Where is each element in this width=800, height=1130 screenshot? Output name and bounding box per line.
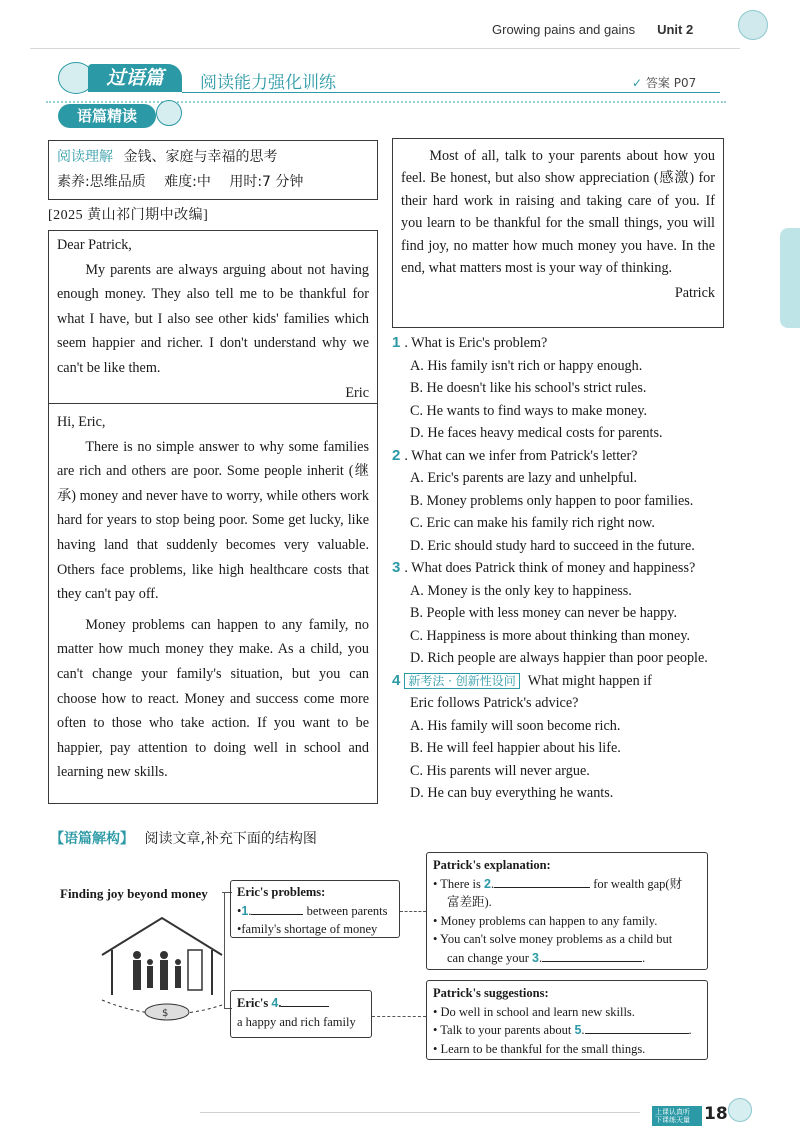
blank-5[interactable] xyxy=(585,1021,689,1034)
question-4-continued: Eric follows Patrick's advice? xyxy=(410,695,579,711)
footer-tag: 上课认真听 下课练天量 xyxy=(652,1106,702,1126)
problems-title: Eric's problems: xyxy=(237,885,326,899)
erics-problems-box xyxy=(230,880,400,938)
patricks-suggestions-box xyxy=(426,980,708,1060)
suggestions-title: Patrick's suggestions: xyxy=(433,986,549,1000)
connector xyxy=(224,892,225,1008)
reply-greeting: Hi, Eric, xyxy=(57,414,106,430)
questions-section xyxy=(392,332,732,805)
diagram-root: Finding joy beyond money xyxy=(60,886,208,901)
structure-label: 【语篇解构】 xyxy=(50,831,134,847)
title-underline xyxy=(182,92,720,93)
q1-option-b: B. He doesn't like his school's strict rules. xyxy=(410,380,647,396)
q2-option-c: C. Eric can make his family rich right now. xyxy=(410,515,655,531)
problems-bullet-2: •family's shortage of money xyxy=(237,922,378,936)
q1-option-a: A. His family isn't rich or happy enough. xyxy=(410,357,643,374)
problems-bullet-1: •1. between parents xyxy=(237,903,388,918)
question-1: 1 . What is Eric's problem? xyxy=(392,334,548,351)
q4-option-a: A. His family will soon become rich. xyxy=(410,717,621,734)
question-2: 2 . What can we infer from Patrick's letter? xyxy=(392,446,638,464)
info-line-2: 素养:思维品质 难度:中 用时:7 分钟 xyxy=(57,174,304,190)
suggestion-3: • Learn to be thankful for the small things. xyxy=(433,1041,646,1056)
q3-option-c: C. Happiness is more about thinking than money. xyxy=(410,627,691,644)
structure-instruction: 阅读文章,补充下面的结构图 xyxy=(144,831,317,847)
source-label: [2025 黄山祁门期中改编] xyxy=(48,208,209,223)
q4-option-d: D. He can buy everything he wants. xyxy=(410,785,614,801)
unit-topic: Growing pains and gains xyxy=(492,22,636,37)
info-line-1 xyxy=(57,145,369,170)
side-tab xyxy=(780,228,800,328)
q2-option-d: D. Eric should study hard to succeed in the future. xyxy=(410,537,695,554)
page-number: 18 xyxy=(704,1104,728,1124)
unit-number: Unit 2 xyxy=(657,22,694,37)
explanation-line-1: • There is 2. for wealth gap(财 xyxy=(433,876,683,891)
explanation-line-2: • Money problems can happen to any family. xyxy=(433,913,658,928)
running-header xyxy=(492,22,693,37)
blank-4[interactable] xyxy=(281,994,329,1007)
passage-info-box xyxy=(48,140,378,200)
check-icon: ✓ xyxy=(632,76,643,90)
info-topic: 金钱、家庭与幸福的思考 xyxy=(123,149,278,165)
explanation-line-3: • You can't solve money problems as a child but xyxy=(433,932,673,946)
question-3: 3 . What does Patrick think of money and happiness? xyxy=(392,559,696,576)
explanation-line-1b: 富差距). xyxy=(447,895,492,909)
letter-eric-box xyxy=(48,230,378,404)
letter-patrick-box-left xyxy=(48,404,378,804)
info-label: 阅读理解 xyxy=(57,149,113,165)
blank-1[interactable] xyxy=(251,902,303,915)
section-title: 过语篇 xyxy=(88,64,182,92)
dotted-separator xyxy=(46,101,726,103)
reading-tag: 语篇精读 xyxy=(58,104,156,128)
new-format-tag: 新考法 · 创新性设问 xyxy=(404,673,519,689)
letter-body: My parents are always arguing about not having enough money. They also tell me to be thankful for what I have, but I also see other kids' families which seem happier and richer. I don't understand why we can't be like them. xyxy=(57,261,369,376)
q1-option-d: D. He faces heavy medical costs for parents. xyxy=(410,425,663,441)
letter-greeting: Dear Patrick, xyxy=(57,237,132,253)
q3-option-a: A. Money is the only key to happiness. xyxy=(410,582,632,599)
footer-line xyxy=(200,1112,640,1113)
q4-option-c: C. His parents will never argue. xyxy=(410,762,590,779)
dashed-arrow xyxy=(400,911,426,912)
eric-goal-title: Eric's 4. xyxy=(237,994,365,1013)
reply-paragraph-1: There is no simple answer to why some families are rich and others are poor. Some people inherit (继承) money and never have to worry, while others work hard for years to stop being poor. Some get lucky, like having land that suddenly becomes very valuable. Others face problems, like high healthcare costs that they can't pay off. xyxy=(57,438,369,603)
q2-option-b: B. Money problems only happen to poor families. xyxy=(410,492,694,509)
go-mascot-icon xyxy=(156,100,182,126)
footer-mascot-icon xyxy=(728,1098,752,1122)
reply-paragraph-2: Money problems can happen to any family, no matter how much money they make. As a child, you can't change your family's situation, but you can choose how to react. Money and success come more often to those who take action. If you want to be happier, pay attention to doing well in school and learning new skills. xyxy=(57,616,369,781)
letter-signature: Eric xyxy=(345,384,369,401)
mascot-icon xyxy=(738,10,768,40)
q2-option-a: A. Eric's parents are lazy and unhelpful. xyxy=(410,470,638,486)
question-4: 4 新考法 · 创新性设问 What might happen if xyxy=(392,671,652,689)
letter-patrick-box-right xyxy=(392,138,724,328)
dashed-arrow xyxy=(372,1016,426,1017)
explanation-line-3b: can change your 3. . xyxy=(447,950,646,965)
structure-heading xyxy=(50,828,317,848)
q1-option-c: C. He wants to find ways to make money. xyxy=(410,402,648,419)
reply-signature: Patrick xyxy=(674,285,715,302)
suggestion-2: • Talk to your parents about 5. . xyxy=(433,1023,692,1037)
header-divider xyxy=(30,48,740,49)
svg-text:$: $ xyxy=(162,1008,169,1019)
blank-2[interactable] xyxy=(494,875,590,888)
answer-reference: ✓ 答案 P07 xyxy=(632,76,697,90)
erics-goal-box xyxy=(230,990,372,1038)
explanation-title: Patrick's explanation: xyxy=(433,858,551,872)
reply-paragraph-3: Most of all, talk to your parents about how you feel. Be honest, but also show appreciation (感激) for their hard work in raising and taking care of you. If you learn to be thankful for the small things, you will find joy, no matter how much money you have. In the end, what matters most is your way of thinking. xyxy=(401,148,715,277)
family-house-illustration xyxy=(92,910,232,1030)
q3-option-b: B. People with less money can never be happy. xyxy=(410,605,677,621)
blank-3[interactable] xyxy=(542,949,642,962)
suggestion-1: • Do well in school and learn new skills. xyxy=(433,1004,635,1019)
q3-option-d: D. Rich people are always happier than poor people. xyxy=(410,650,708,666)
q4-option-b: B. He will feel happier about his life. xyxy=(410,740,621,756)
patricks-explanation-box xyxy=(426,852,708,970)
eric-goal-text: a happy and rich family xyxy=(237,1014,356,1029)
section-subtitle: 阅读能力强化训练 xyxy=(200,73,336,93)
